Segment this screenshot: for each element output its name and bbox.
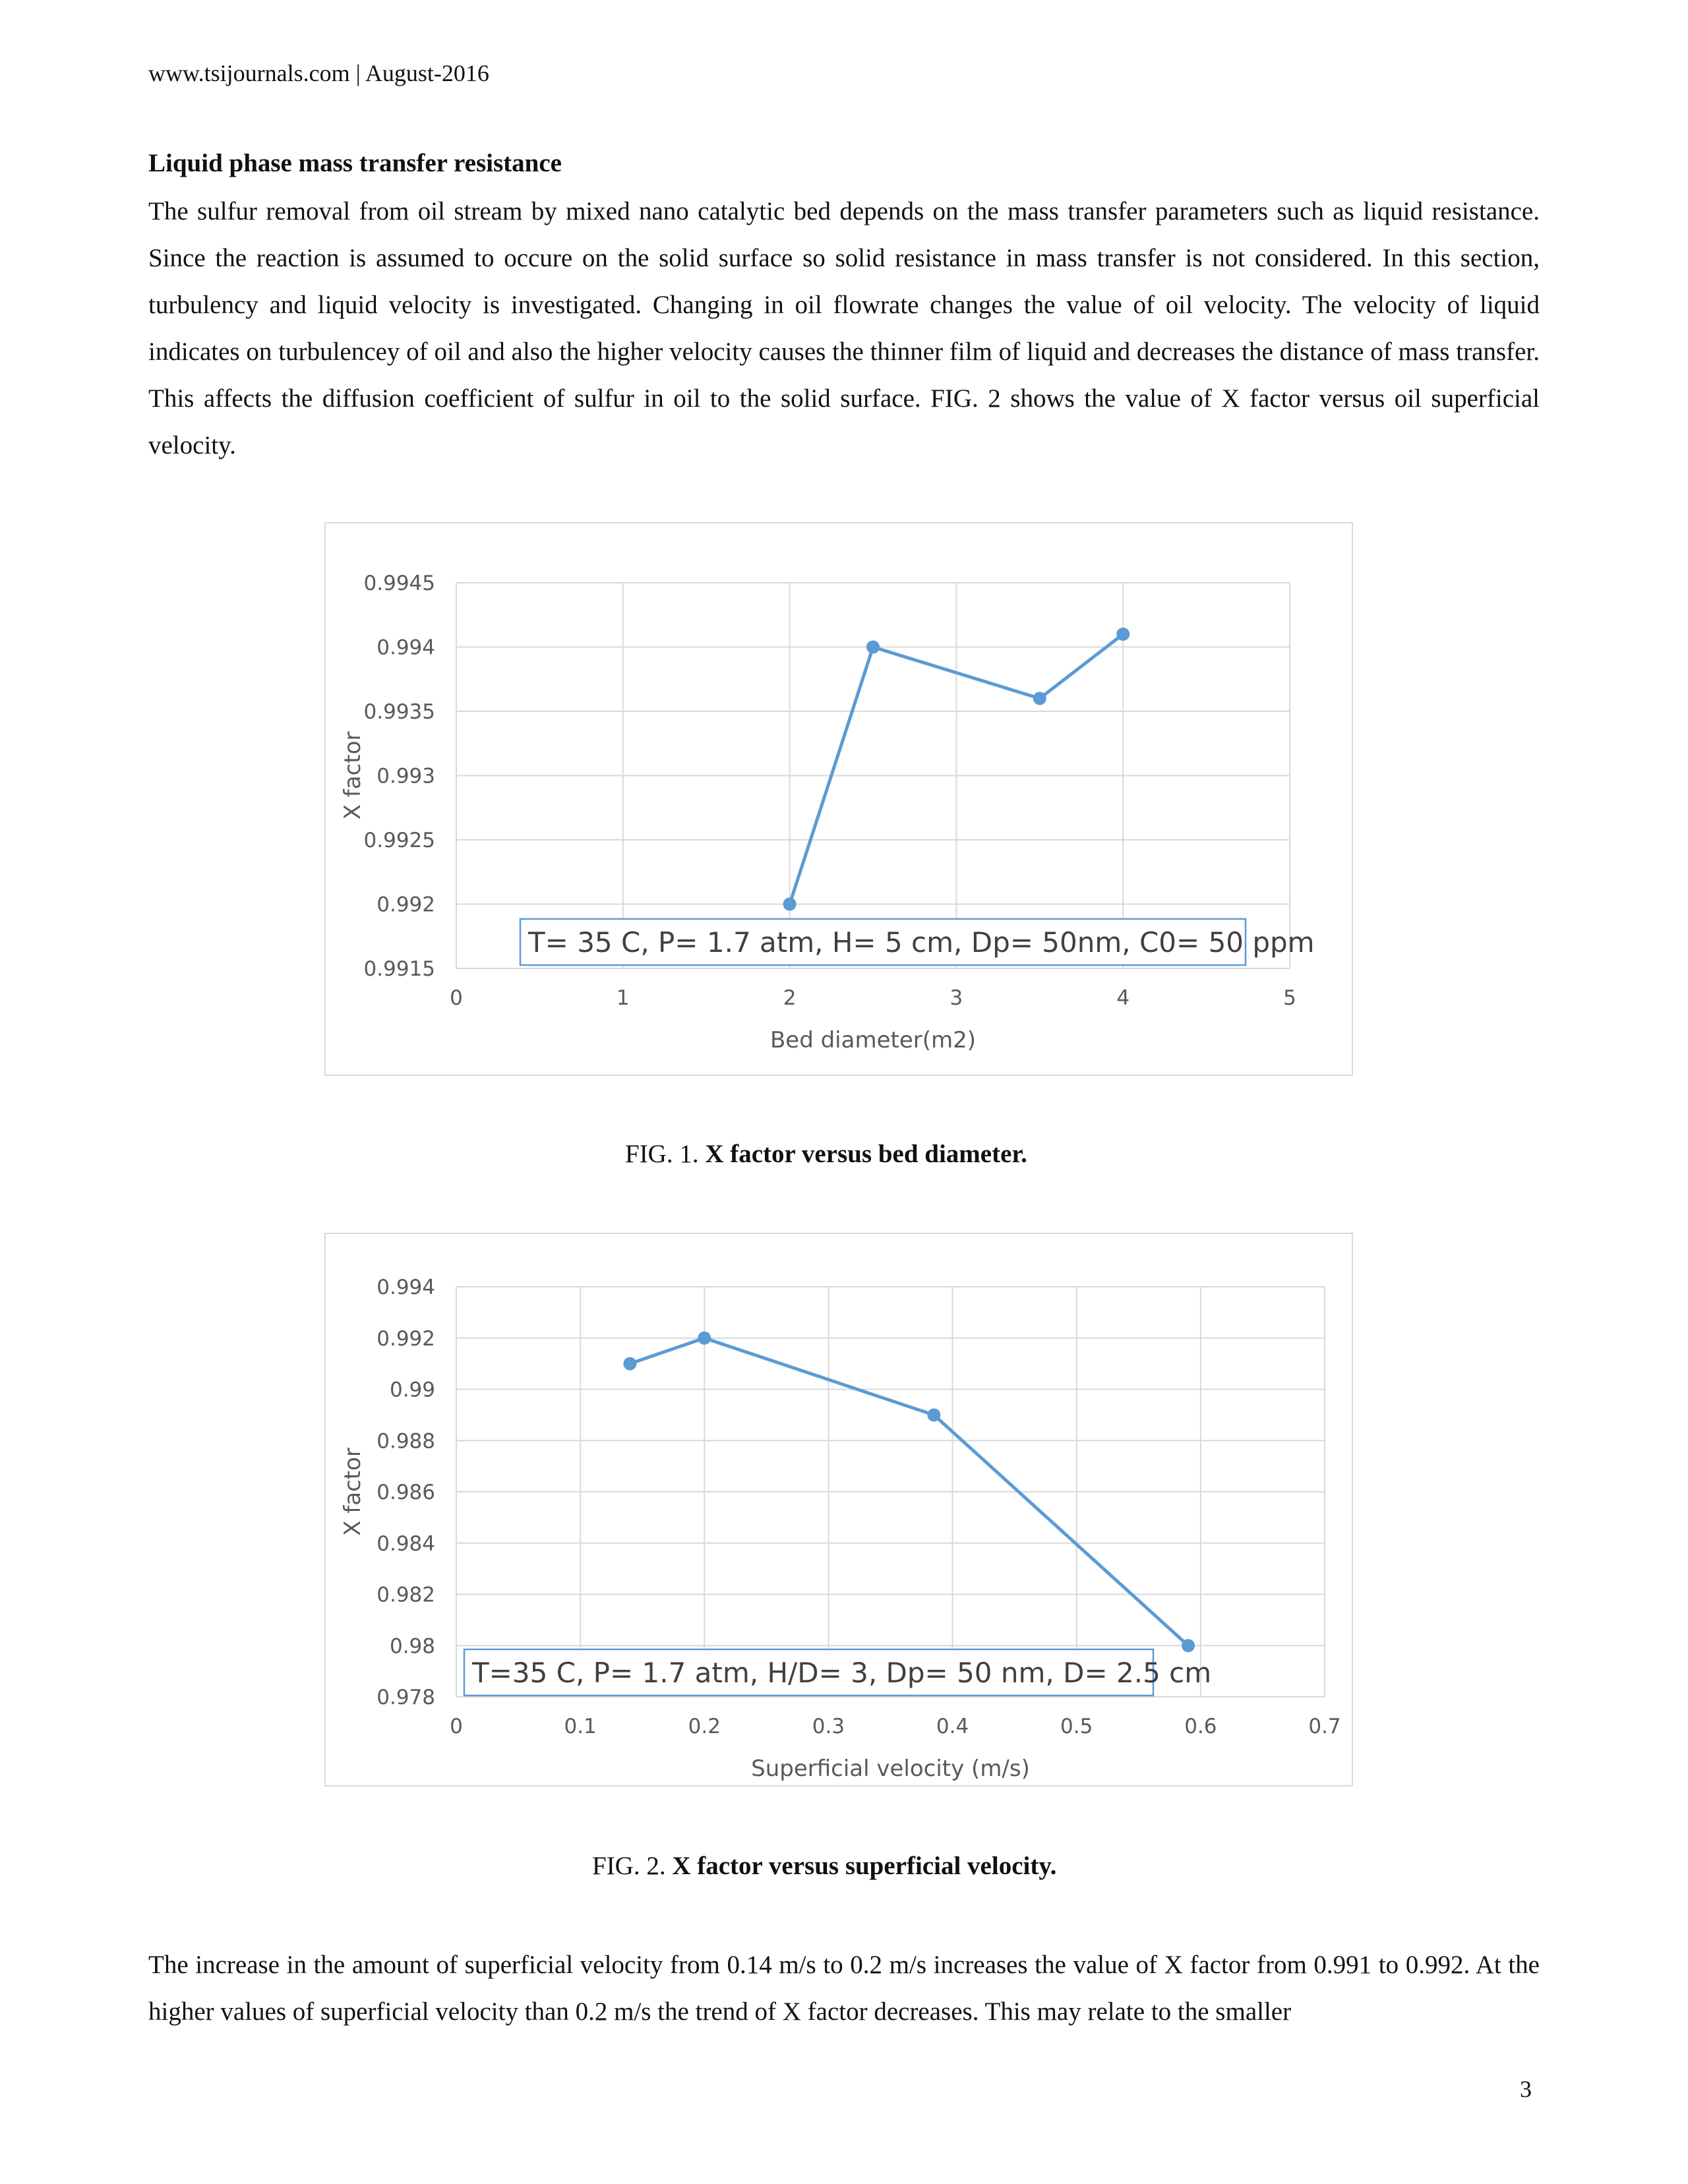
intro-paragraph: The sulfur removal from oil stream by mixed nano catalytic bed depends on the mass transfer parameters such as liquid resistance. Since the reaction is assumed to occure on the solid surface so solid resistance in mass transfer is not considered. In this section, turbulency and liquid velocity is investigated. Changing in oil flowrate changes the value of oil velocity. The velocity of liquid indicates on turbulencey of oil and also the higher velocity causes the thinner film of liquid and decreases the distance of mass transfer. This affects the diffusion coefficient of sulfur in oil to the solid surface. FIG. 2 shows the value of X factor versus oil superficial velocity. (148, 197, 1540, 459)
x-tick-label: 0.4 (936, 1715, 969, 1738)
x-tick-label: 2 (783, 986, 797, 1010)
figure-1-title: X factor versus bed diameter. (705, 1140, 1027, 1168)
y-tick-label: 0.994 (377, 1276, 435, 1299)
data-point (1182, 1639, 1195, 1652)
closing-paragraph: The increase in the amount of superficial velocity from 0.14 m/s to 0.2 m/s increases the value of X factor from 0.991 to 0.992. At the higher values of superficial velocity than 0.2 m/s the trend of X factor decreases. This may relate to the smaller (148, 1951, 1540, 2026)
page-number: 3 (1520, 2076, 1532, 2102)
figure-2-title: X factor versus superficial velocity. (672, 1852, 1057, 1880)
data-point (866, 641, 880, 654)
x-tick-label: 5 (1283, 986, 1296, 1010)
data-point (783, 898, 797, 911)
x-axis-title: Bed diameter(m2) (769, 1027, 977, 1053)
x-tick-label: 0.5 (1060, 1715, 1093, 1738)
x-tick-label: 0.1 (564, 1715, 597, 1738)
figure-2-plot (326, 1234, 1354, 1788)
x-tick-label: 1 (616, 986, 630, 1010)
y-tick-label: 0.982 (377, 1583, 435, 1607)
data-point (1116, 628, 1130, 641)
data-point (1033, 692, 1046, 705)
y-tick-label: 0.986 (377, 1481, 435, 1504)
x-tick-label: 0.2 (688, 1715, 721, 1738)
y-tick-label: 0.99 (389, 1378, 435, 1402)
y-tick-label: 0.984 (377, 1531, 435, 1556)
x-tick-label: 0.6 (1184, 1715, 1217, 1738)
data-point (623, 1357, 636, 1371)
y-tick-label: 0.992 (377, 893, 435, 917)
conditions-annotation-text: T=35 C, P= 1.7 atm, H/D= 3, Dp= 50 nm, D= 2.5 cm (472, 1657, 1212, 1689)
x-tick-label: 0.3 (812, 1715, 845, 1738)
y-tick-label: 0.9935 (363, 700, 435, 724)
section-heading: Liquid phase mass transfer resistance (148, 149, 562, 177)
figure-2-chart (324, 1233, 1353, 1786)
x-tick-label: 0.7 (1308, 1715, 1341, 1738)
y-tick-label: 0.988 (377, 1429, 435, 1454)
data-point (927, 1408, 940, 1421)
x-tick-label: 0 (450, 986, 463, 1010)
figure-2-caption (592, 1851, 1056, 1881)
figure-1-chart (324, 522, 1353, 1076)
y-tick-label: 0.978 (377, 1686, 435, 1709)
y-tick-label: 0.98 (389, 1634, 435, 1659)
figure-2-label: FIG. 2. (592, 1852, 666, 1880)
y-axis-title: X factor (340, 1448, 366, 1536)
y-tick-label: 0.9945 (363, 572, 435, 595)
x-axis-title: Superficial velocity (m/s) (751, 1756, 1030, 1782)
figure-1-label: FIG. 1. (625, 1140, 699, 1168)
y-tick-label: 0.993 (377, 764, 435, 788)
y-axis-title: X factor (340, 731, 366, 820)
x-tick-label: 0 (450, 1715, 463, 1738)
y-tick-label: 0.992 (377, 1326, 435, 1351)
journal-header: www.tsijournals.com | August-2016 (148, 60, 489, 86)
y-tick-label: 0.9925 (363, 829, 435, 852)
y-tick-label: 0.9915 (363, 957, 435, 981)
data-point (698, 1332, 711, 1345)
x-tick-label: 4 (1116, 986, 1130, 1010)
x-tick-label: 3 (950, 986, 963, 1010)
figure-1-caption (625, 1139, 1027, 1169)
y-tick-label: 0.994 (377, 635, 435, 660)
conditions-annotation-text: T= 35 C, P= 1.7 atm, H= 5 cm, Dp= 50nm, C0= 50 ppm (528, 926, 1315, 959)
figure-1-plot (326, 523, 1354, 1077)
